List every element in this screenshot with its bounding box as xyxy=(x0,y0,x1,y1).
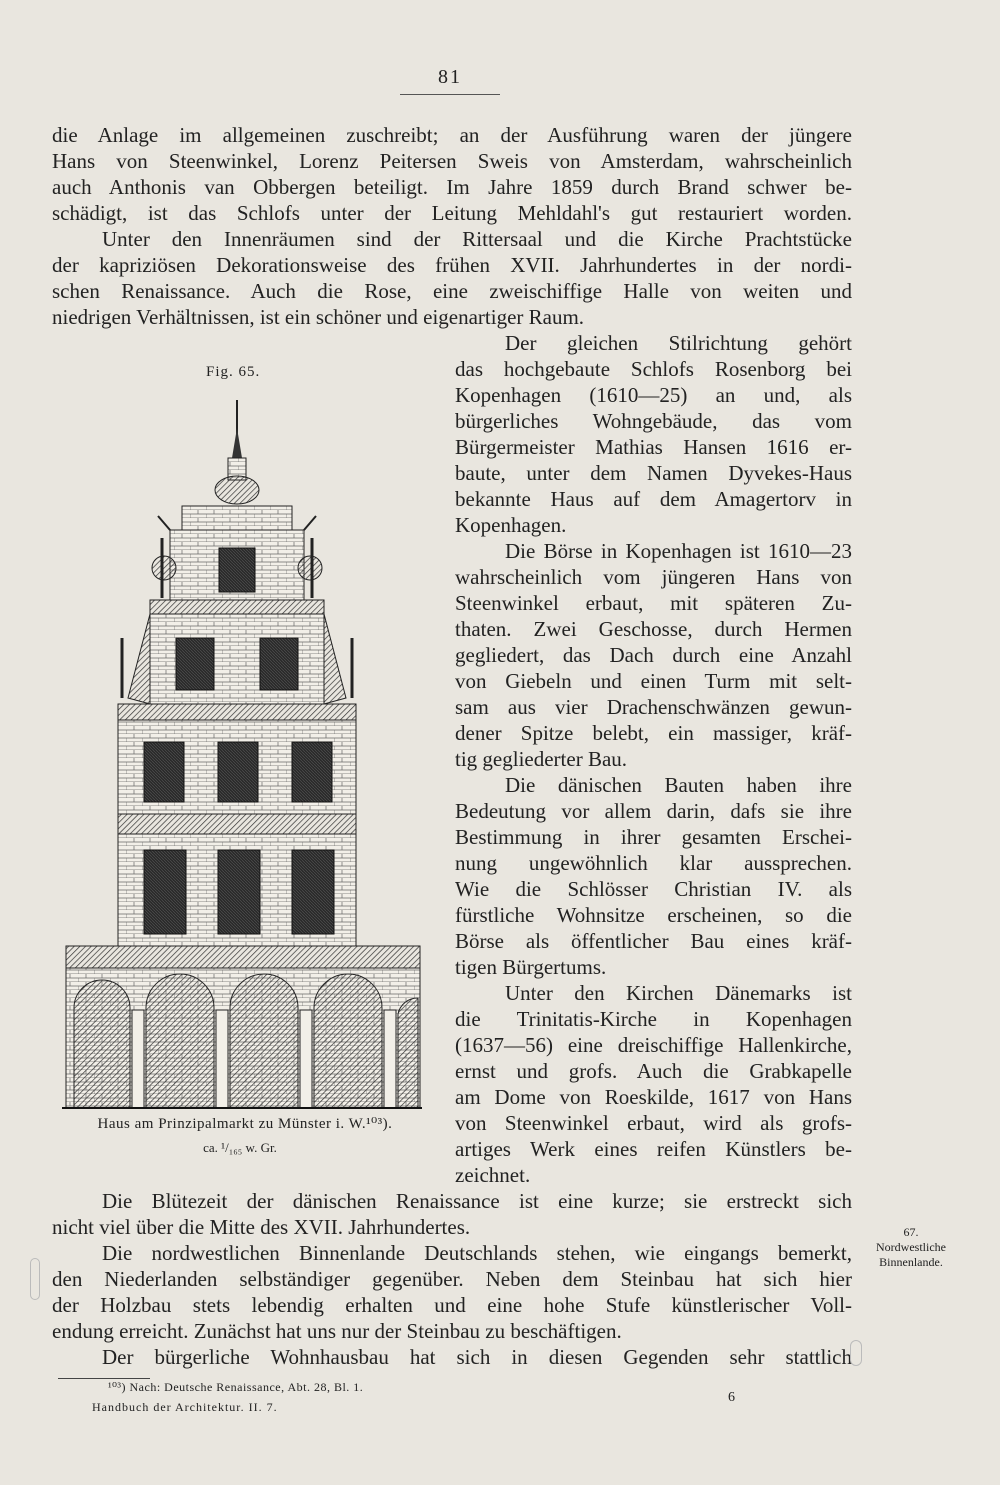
text-line: Bürgermeister Mathias Hansen 1616 er- xyxy=(455,435,852,459)
margin-note-line: Nordwestliche xyxy=(876,1240,946,1254)
text-line: Unter den Kirchen Dänemarks ist xyxy=(505,981,852,1005)
text-line: schen Renaissance. Auch die Rose, eine zweischiffige Halle von weiten und xyxy=(52,279,852,303)
text-line: niedrigen Verhältnissen, ist ein schöner und eigenartiger Raum. xyxy=(52,305,585,329)
text-line: Die nordwestlichen Binnenlande Deutschlands stehen, wie eingangs bemerkt, xyxy=(102,1241,852,1265)
text-line: von Steenwinkel erbaut, wird als grofs- xyxy=(455,1111,852,1135)
text-line: (1637—56) eine dreischiffige Hallenkirche, xyxy=(455,1033,852,1057)
text-line: der Holzbau stets lebendig erhalten und eine hohe Stufe künstlerischer Voll- xyxy=(52,1293,852,1317)
text-line: Der gleichen Stilrichtung gehört xyxy=(505,331,852,355)
text-line: den Niederlanden selbständiger gegenüber. Neben dem Steinbau hat sich hier xyxy=(52,1267,852,1291)
text-line: Der bürgerliche Wohnhausbau hat sich in diesen Gegenden sehr stattlich xyxy=(102,1345,852,1369)
margin-note xyxy=(858,1225,964,1270)
text-line: thaten. Zwei Geschosse, durch Hermen xyxy=(455,617,852,641)
text-line: ernst und grofs. Auch die Grabkapelle xyxy=(455,1059,852,1083)
text-line: Wie die Schlösser Christian IV. als xyxy=(455,877,852,901)
text-line: Bedeutung vor allem darin, dafs sie ihre xyxy=(455,799,852,823)
text-line: die Anlage im allgemeinen zuschreibt; an der Ausführung waren der jüngere xyxy=(52,123,852,147)
text-line: zeichnet. xyxy=(455,1163,531,1187)
text-line: die Trinitatis-Kirche in Kopenhagen xyxy=(455,1007,852,1031)
text-line: bürgerliches Wohngebäude, das vom xyxy=(455,409,852,433)
text-line: Kopenhagen (1610—25) an und, als xyxy=(455,383,852,407)
figure-label: Fig. 65. xyxy=(206,364,261,380)
footnote-rule xyxy=(58,1378,150,1379)
figure-scale: ca. ¹/₁₆₅ w. Gr. xyxy=(203,1140,277,1155)
text-line: von Giebeln und einen Turm mit selt- xyxy=(455,669,852,693)
header-rule xyxy=(400,94,500,95)
text-line: tig gegliederter Bau. xyxy=(455,747,628,771)
text-line: Steenwinkel erbaut, mit späteren Zu- xyxy=(455,591,852,615)
signature-mark: 6 xyxy=(728,1390,735,1405)
text-line: am Dome von Roeskilde, 1617 von Hans xyxy=(455,1085,852,1109)
text-line: sam aus vier Drachenschwänzen gewun- xyxy=(455,695,852,719)
text-line: nung ungewöhnlich klar aussprechen. xyxy=(455,851,852,875)
text-line: Die Börse in Kopenhagen ist 1610—23 xyxy=(505,539,852,563)
text-line: bekannte Haus auf dem Amagertorv in xyxy=(455,487,852,511)
text-line: Börse als öffentlicher Bau eines kräf- xyxy=(455,929,852,953)
text-line: auch Anthonis van Obbergen beteiligt. Im Jahre 1859 durch Brand schwer be- xyxy=(52,175,852,199)
text-line: Die Blütezeit der dänischen Renaissance ist eine kurze; sie erstreckt sich xyxy=(102,1189,852,1213)
text-line: das hochgebaute Schlofs Rosenborg bei xyxy=(455,357,852,381)
text-line: endung erreicht. Zunächst hat uns nur der Steinbau zu beschäftigen. xyxy=(52,1319,622,1343)
margin-note-line: Binnenlande. xyxy=(879,1255,943,1269)
text-line: Hans von Steenwinkel, Lorenz Peitersen Sweis von Amsterdam, wahrscheinlich xyxy=(52,149,852,173)
text-line: fürstliche Wohnsitze erscheinen, so die xyxy=(455,903,852,927)
text-line: Bestimmung in ihrer gesamten Erschei- xyxy=(455,825,852,849)
text-line: dener Spitze belebt, ein massiger, kräf- xyxy=(455,721,852,745)
text-line: Kopenhagen. xyxy=(455,513,567,537)
text-line: Die dänischen Bauten haben ihre xyxy=(505,773,852,797)
text-line: tigen Bürgertums. xyxy=(455,955,607,979)
text-line: Unter den Innenräumen sind der Rittersaal und die Kirche Prachtstücke xyxy=(102,227,852,251)
pencil-mark xyxy=(850,1340,862,1366)
text-line: der kapriziösen Dekorationsweise des frühen XVII. Jahrhundertes in der nordi- xyxy=(52,253,852,277)
figure-caption: Haus am Prinzipalmarkt zu Münster i. W.¹⁰³). xyxy=(97,1116,393,1132)
pencil-mark xyxy=(30,1258,40,1300)
text-line: schädigt, ist das Schlofs unter der Leitung Mehldahl's gut restauriert worden. xyxy=(52,201,852,225)
text-line: artiges Werk eines reifen Künstlers be- xyxy=(455,1137,852,1161)
text-line: baute, unter dem Namen Dyvekes-Haus xyxy=(455,461,852,485)
text-line: nicht viel über die Mitte des XVII. Jahrhundertes. xyxy=(52,1215,471,1239)
building-illustration xyxy=(62,398,422,1110)
text-line: wahrscheinlich vom jüngeren Hans von xyxy=(455,565,852,589)
footer-series-title: Handbuch der Architektur. II. 7. xyxy=(92,1400,278,1414)
footnote: ¹⁰³) Nach: Deutsche Renaissance, Abt. 28, Bl. 1. xyxy=(108,1380,364,1394)
page-number: 81 xyxy=(438,66,462,88)
text-line: gegliedert, das Dach durch eine Anzahl xyxy=(455,643,852,667)
margin-note-number: 67. xyxy=(903,1225,919,1239)
